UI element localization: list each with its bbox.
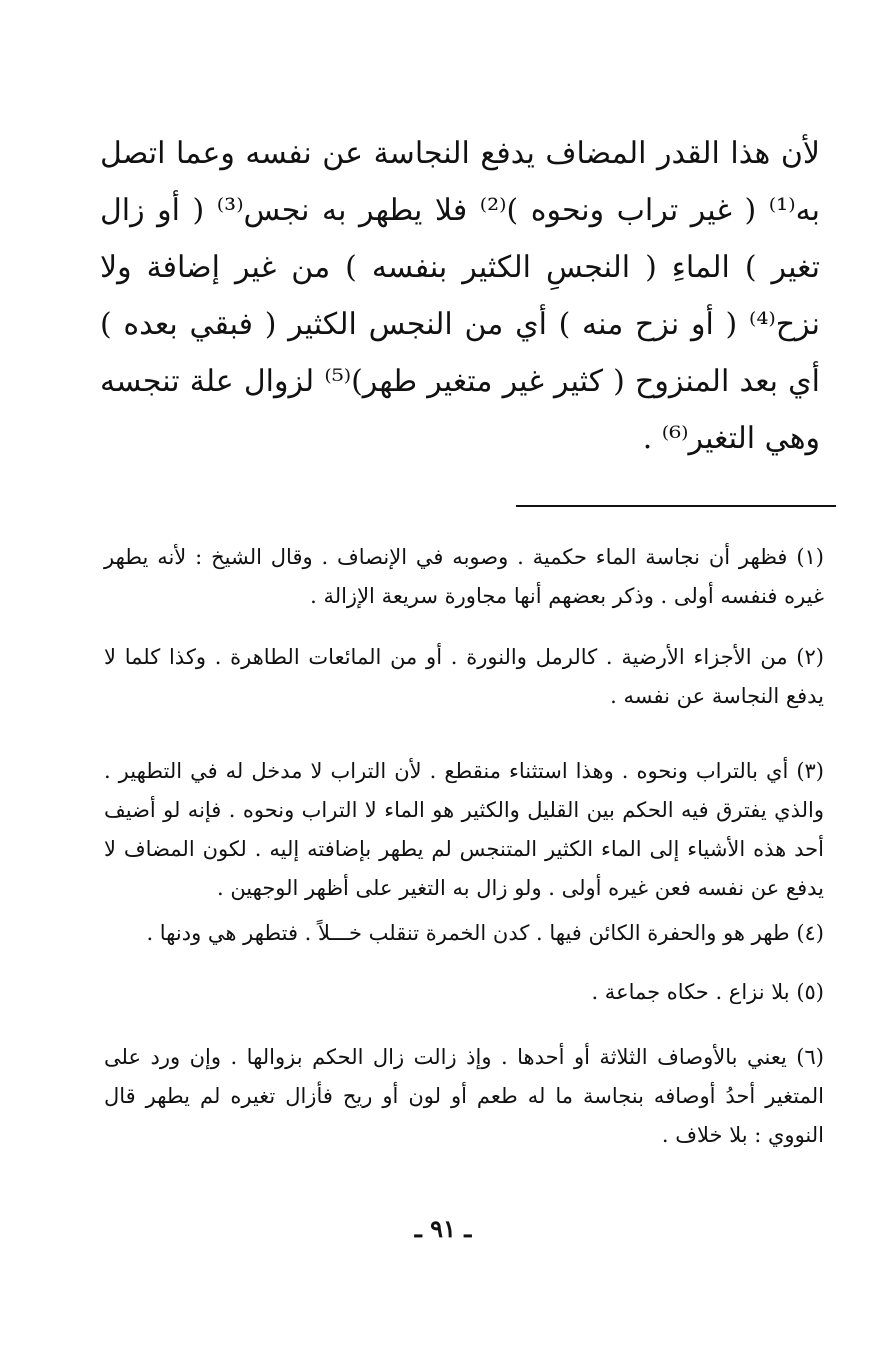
footnote-3: (٣) أي بالتراب ونحوه . وهذا استثناء منقطع . لأن التراب لا مدخل له في التطهير . والذي يفترق فيه الحكم بين القليل والكثير هو الماء لا التراب ونحوه . فإنه لو أضيف أحد هذه الأشياء إلى الماء الكثير المتنجس لم يطهر بإضافته إليه . لكون المضاف لا يدفع عن نفسه فعن غيره أولى . ولو زال به التغير على أظهر الوجهين . xyxy=(104,759,824,900)
footnotes-section xyxy=(104,538,824,1155)
main-text-block xyxy=(100,125,820,467)
page-number: ـ ٩١ ـ xyxy=(414,1214,472,1243)
footnote-5: (٥) بلا نزاع . حكاه جماعة . xyxy=(591,980,824,1004)
main-paragraph: لأن هذا القدر المضاف يدفع النجاسة عن نفسه وعما اتصل به⁽¹⁾ ( غير تراب ونحوه )⁽²⁾ فلا يطهر به نجس⁽³⁾ ( أو زال تغير ) الماءِ ( النجسِ الكثير بنفسه ) من غير إضافة ولا نزح⁽⁴⁾ ( أو نزح منه ) أي من النجس الكثير ( فبقي بعده ) أي بعد المنزوح ( كثير غير متغير طهر)⁽⁵⁾ لزوال علة تنجسه وهي التغير⁽⁶⁾ . xyxy=(100,136,821,456)
footnote-2: (٢) من الأجزاء الأرضية . كالرمل والنورة . أو من المائعات الطاهرة . وكذا كلما لا يدفع النجاسة عن نفسه . xyxy=(104,645,824,708)
footnote-6: (٦) يعني بالأوصاف الثلاثة أو أحدها . وإذ زالت زال الحكم بزوالها . وإن ورد على المتغير أحدُ أوصافه بنجاسة ما له طعم أو لون أو ريح فأزال تغيره لم يطهر قال النووي : بلا خلاف . xyxy=(104,1045,824,1147)
footnote-1: (١) فظهر أن نجاسة الماء حكمية . وصوبه في الإنصاف . وقال الشيخ : لأنه يطهر غيره فنفسه أولى . وذكر بعضهم أنها مجاورة سريعة الإزالة . xyxy=(104,545,824,608)
footnote-separator-line xyxy=(516,505,836,507)
footnote-4: (٤) طهر هو والحفرة الكائن فيها . كدن الخمرة تنقلب خـــلاً . فتطهر هي ودنها . xyxy=(146,921,824,945)
